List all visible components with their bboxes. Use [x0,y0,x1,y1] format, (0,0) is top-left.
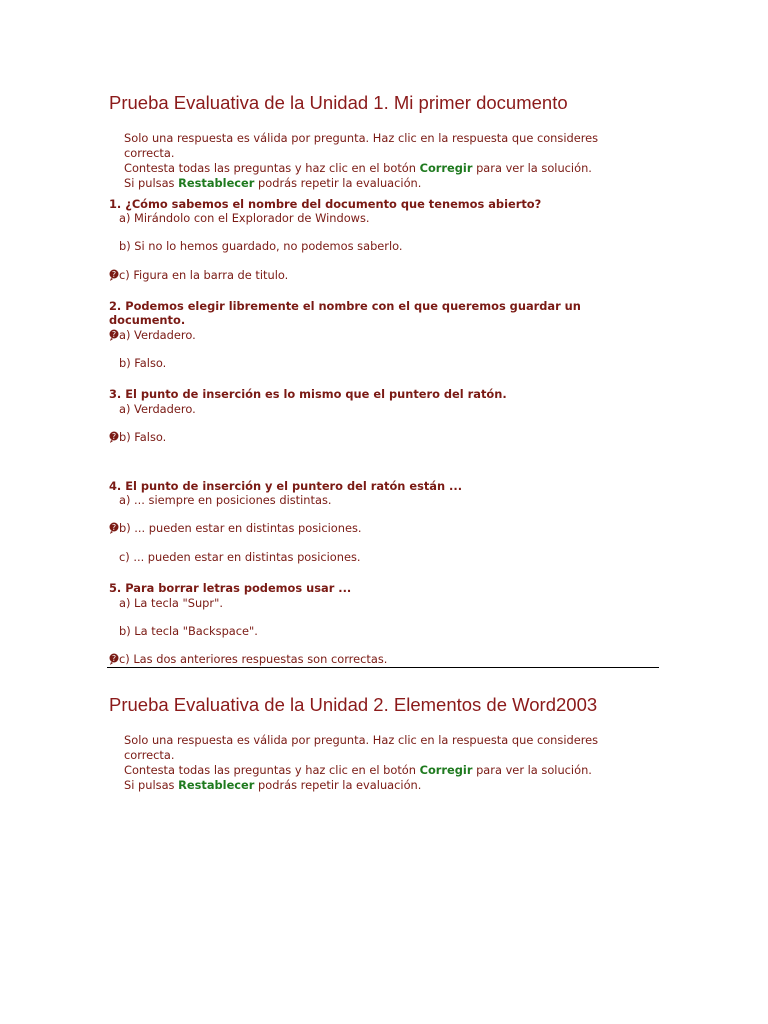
svg-text:?: ? [111,270,117,279]
answer-option[interactable]: a) Mirándolo con el Explorador de Windows. [119,211,370,225]
instruction-line-2: Contesta todas las preguntas y haz clic en el botón Corregir para ver la solución. [124,161,592,175]
instruction-line-3: Si pulsas Restablecer podrás repetir la evaluación. [124,778,422,792]
corregir-keyword: Corregir [419,161,473,175]
answer-marker-icon [109,329,119,341]
restablecer-keyword: Restablecer [178,176,255,190]
corregir-keyword: Corregir [419,763,473,777]
answer-option[interactable]: c) ... pueden estar en distintas posiciones. [119,550,361,564]
answer-option-correct[interactable]: ? b) ... pueden estar en distintas posiciones. [109,521,362,535]
unit2-title: Prueba Evaluativa de la Unidad 2. Elementos de Word2003 [109,694,598,715]
svg-text:?: ? [111,523,117,532]
answer-option-correct[interactable]: ? c) Figura en la barra de titulo. [109,268,288,282]
answer-option[interactable]: b) La tecla "Backspace". [119,624,258,638]
instruction-line-1: Solo una respuesta es válida por pregunta. Haz clic en la respuesta que consideres correcta. [124,131,599,160]
question-2: 2. Podemos elegir libremente el nombre con el que queremos guardar un documento. [109,299,581,327]
section-divider [107,667,659,668]
answer-marker-icon [109,522,119,534]
question-5: 5. Para borrar letras podemos usar ... [109,581,352,595]
svg-text:?: ? [111,654,117,663]
restablecer-keyword: Restablecer [178,778,255,792]
question-4: 4. El punto de inserción y el puntero del ratón están ... [109,479,463,493]
answer-marker-icon [109,653,119,665]
svg-text:?: ? [111,432,117,441]
answer-marker-icon [109,431,119,443]
instruction-line-2: Contesta todas las preguntas y haz clic en el botón Corregir para ver la solución. [124,763,592,777]
unit1-instructions [124,131,644,191]
answer-option[interactable]: a) La tecla "Supr". [119,596,223,610]
instruction-line-3: Si pulsas Restablecer podrás repetir la evaluación. [124,176,422,190]
answer-option-correct[interactable]: ? c) Las dos anteriores respuestas son correctas. [109,652,387,666]
answer-marker-icon [109,269,119,281]
answer-option[interactable]: a) ... siempre en posiciones distintas. [119,493,332,507]
unit1-title: Prueba Evaluativa de la Unidad 1. Mi primer documento [109,92,568,113]
svg-text:?: ? [111,330,117,339]
answer-option[interactable]: b) Falso. [119,356,167,370]
question-1: 1. ¿Cómo sabemos el nombre del documento que tenemos abierto? [109,197,542,211]
instruction-line-1: Solo una respuesta es válida por pregunta. Haz clic en la respuesta que consideres correcta. [124,733,599,762]
answer-option-correct[interactable]: ? a) Verdadero. [109,328,196,342]
answer-option[interactable]: b) Si no lo hemos guardado, no podemos saberlo. [119,239,403,253]
unit2-instructions [124,733,644,793]
answer-option[interactable]: a) Verdadero. [119,402,196,416]
question-3: 3. El punto de inserción es lo mismo que el puntero del ratón. [109,387,507,401]
answer-option-correct[interactable]: ? b) Falso. [109,430,166,444]
